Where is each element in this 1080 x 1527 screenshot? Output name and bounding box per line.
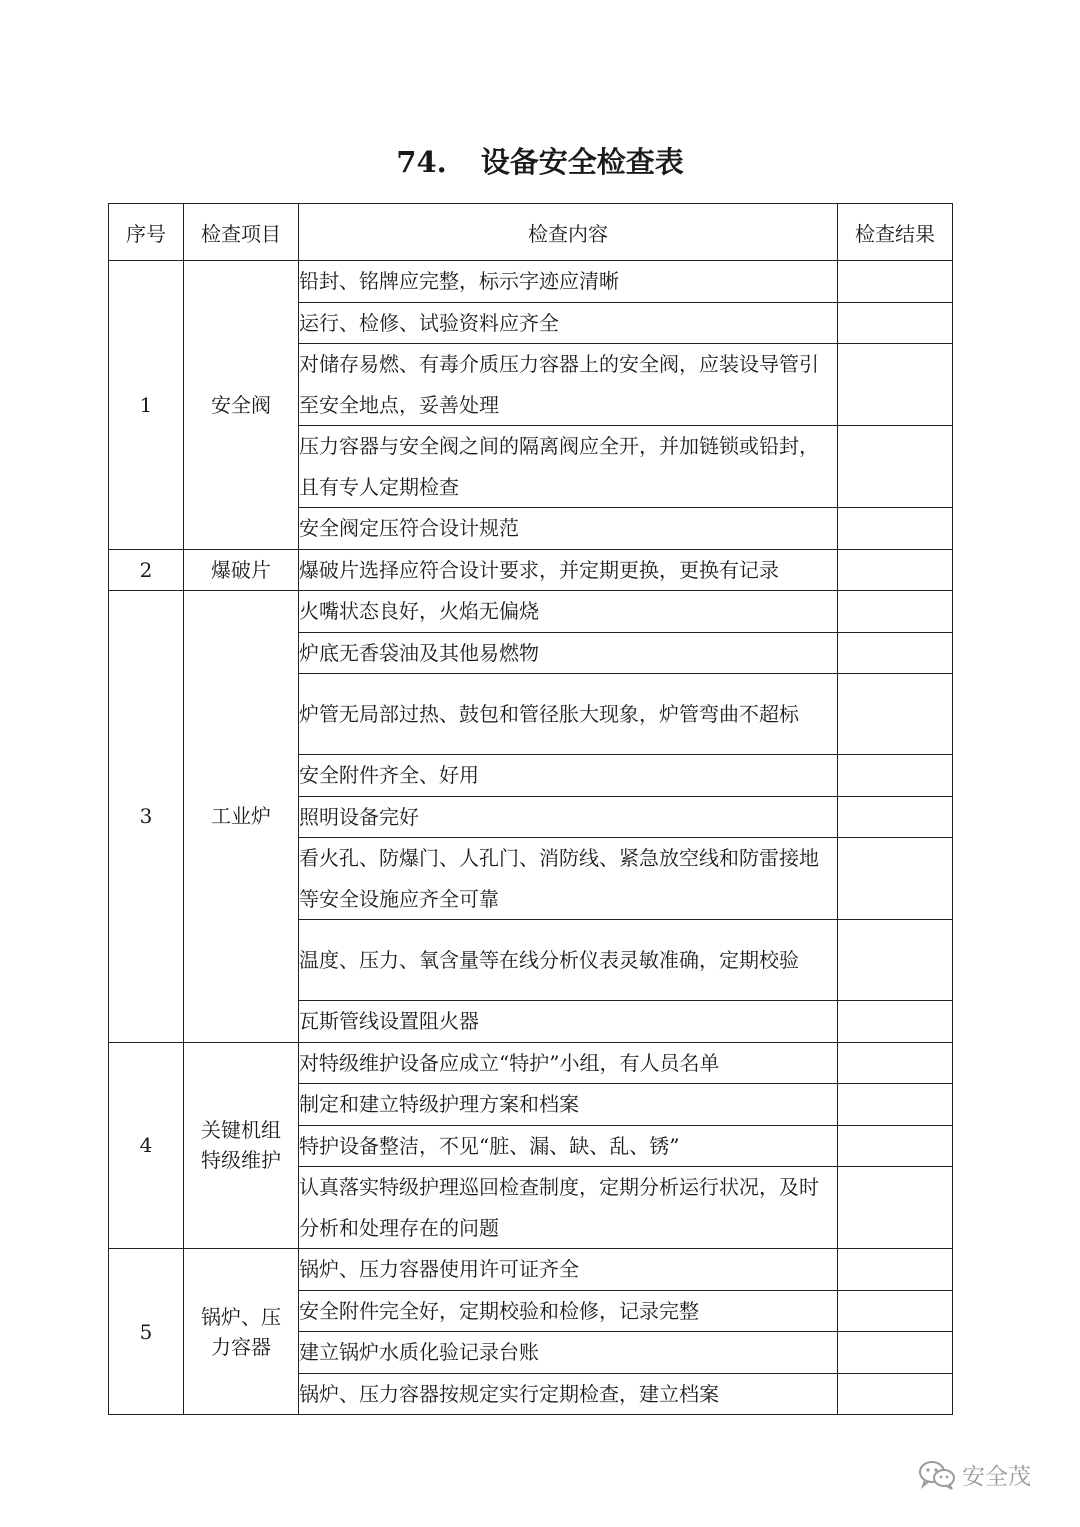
result-cell[interactable] xyxy=(838,674,953,755)
item-label-line: 工业炉 xyxy=(211,804,271,829)
header-seq: 序号 xyxy=(109,204,184,261)
result-cell[interactable] xyxy=(838,838,953,920)
table-row xyxy=(109,1042,953,1084)
item-label-line: 关键机组 xyxy=(201,1118,281,1143)
table-row xyxy=(109,1249,953,1291)
content-cell: 看火孔、防爆门、人孔门、消防线、紧急放空线和防雷接地等安全设施应齐全可靠 xyxy=(299,838,838,920)
item-label-line: 爆破片 xyxy=(211,557,271,582)
content-cell: 压力容器与安全阀之间的隔离阀应全开，并加链锁或铅封，且有专人定期检查 xyxy=(299,426,838,508)
result-cell[interactable] xyxy=(838,920,953,1001)
content-cell: 锅炉、压力容器按规定实行定期检查，建立档案 xyxy=(299,1373,838,1415)
table-row xyxy=(109,261,953,303)
seq-cell: 5 xyxy=(109,1249,184,1415)
content-cell: 对储存易燃、有毒介质压力容器上的安全阀，应装设导管引至安全地点，妥善处理 xyxy=(299,344,838,426)
seq-cell: 3 xyxy=(109,591,184,1043)
seq-cell: 2 xyxy=(109,549,184,591)
result-cell[interactable] xyxy=(838,1290,953,1332)
item-cell xyxy=(184,591,299,1043)
seq-cell: 1 xyxy=(109,261,184,550)
seq-cell: 4 xyxy=(109,1042,184,1249)
table-row xyxy=(109,549,953,591)
content-cell: 铅封、铭牌应完整，标示字迹应清晰 xyxy=(299,261,838,303)
content-cell: 爆破片选择应符合设计要求，并定期更换，更换有记录 xyxy=(299,549,838,591)
result-cell[interactable] xyxy=(838,591,953,633)
content-cell: 特护设备整洁，不见“脏、漏、缺、乱、锈” xyxy=(299,1125,838,1167)
item-label-line: 锅炉、压 xyxy=(201,1304,281,1329)
item-label-line: 力容器 xyxy=(211,1334,271,1359)
title-text: 设备安全检查表 xyxy=(480,145,684,179)
title-number: 74. xyxy=(396,145,447,179)
header-content: 检查内容 xyxy=(299,204,838,261)
content-cell: 制定和建立特级护理方案和档案 xyxy=(299,1084,838,1126)
result-cell[interactable] xyxy=(838,1001,953,1043)
result-cell[interactable] xyxy=(838,549,953,591)
content-cell: 炉管无局部过热、鼓包和管径胀大现象，炉管弯曲不超标 xyxy=(299,674,838,755)
result-cell[interactable] xyxy=(838,1167,953,1249)
watermark xyxy=(918,1458,1031,1491)
result-cell[interactable] xyxy=(838,755,953,797)
content-cell: 对特级维护设备应成立“特护”小组，有人员名单 xyxy=(299,1042,838,1084)
result-cell[interactable] xyxy=(838,1042,953,1084)
header-item: 检查项目 xyxy=(184,204,299,261)
result-cell[interactable] xyxy=(838,632,953,674)
content-cell: 运行、检修、试验资料应齐全 xyxy=(299,302,838,344)
item-cell xyxy=(184,1249,299,1415)
header-row xyxy=(109,204,953,261)
content-cell: 照明设备完好 xyxy=(299,796,838,838)
result-cell[interactable] xyxy=(838,426,953,508)
result-cell[interactable] xyxy=(838,1249,953,1291)
content-cell: 认真落实特级护理巡回检查制度，定期分析运行状况，及时分析和处理存在的问题 xyxy=(299,1167,838,1249)
equipment-safety-checklist xyxy=(108,203,953,1415)
table-row xyxy=(109,591,953,633)
result-cell[interactable] xyxy=(838,1084,953,1126)
content-cell: 建立锅炉水质化验记录台账 xyxy=(299,1332,838,1374)
content-cell: 瓦斯管线设置阻火器 xyxy=(299,1001,838,1043)
item-label-line: 特级维护 xyxy=(201,1148,281,1173)
content-cell: 火嘴状态良好，火焰无偏烧 xyxy=(299,591,838,633)
result-cell[interactable] xyxy=(838,1373,953,1415)
content-cell: 安全附件齐全、好用 xyxy=(299,755,838,797)
item-cell xyxy=(184,1042,299,1249)
watermark-text: 安全茂 xyxy=(962,1463,1031,1489)
content-cell: 安全阀定压符合设计规范 xyxy=(299,508,838,550)
content-cell: 温度、压力、氧含量等在线分析仪表灵敏准确，定期校验 xyxy=(299,920,838,1001)
page-title xyxy=(0,140,1080,184)
result-cell[interactable] xyxy=(838,261,953,303)
content-cell: 炉底无香袋油及其他易燃物 xyxy=(299,632,838,674)
result-cell[interactable] xyxy=(838,344,953,426)
content-cell: 安全附件完全好，定期校验和检修，记录完整 xyxy=(299,1290,838,1332)
item-cell xyxy=(184,261,299,550)
content-cell: 锅炉、压力容器使用许可证齐全 xyxy=(299,1249,838,1291)
result-cell[interactable] xyxy=(838,796,953,838)
header-result: 检查结果 xyxy=(838,204,953,261)
result-cell[interactable] xyxy=(838,1332,953,1374)
result-cell[interactable] xyxy=(838,302,953,344)
item-label-line: 安全阀 xyxy=(211,392,271,417)
result-cell[interactable] xyxy=(838,1125,953,1167)
wechat-icon xyxy=(918,1460,956,1490)
item-cell xyxy=(184,549,299,591)
result-cell[interactable] xyxy=(838,508,953,550)
checklist-body xyxy=(109,261,953,1415)
